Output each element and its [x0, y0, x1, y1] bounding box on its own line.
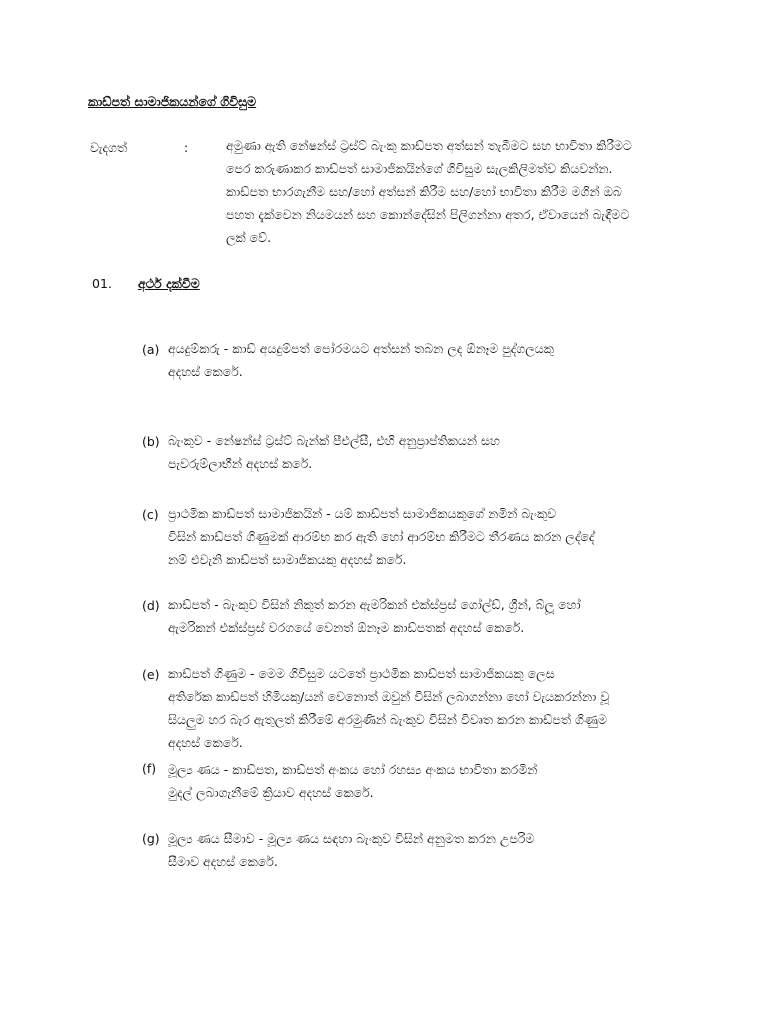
important-notice-text: අමුණා ඇති නේෂන්ස් ට්‍රස්ට් බැංකු කාඩ්පත අත්සන් තැබීමට සහ භාවිතා කිරීමට පෙර කරුණාකර කාඩ්පත් සාමාජිකයින්ගේ ගිවිසුම සැලකිලිමත්ව කියවන්න. කාඩ්පත භාරගැනීම සහ/හෝ අත්සන් කිරීම සහ/හෝ භාවිතා කිරීම මගින් ඔබ පහත දැක්වෙන නියමයන් සහ කොන්දේසින් පිලිගන්නා අතර, ඒවායෙන් බැඳීමට ලක් වේ. [226, 138, 632, 245]
definition-text-g: මූල්‍ය ණය සීමාව - මූල්‍ය ණය සඳහා බැංකුව විසින් අනුමත කරන උපරිම සීමාව අදහස් කෙරේ. [168, 831, 535, 869]
definition-text-a: අයදුම්කරු - කාඩ් අයදුම්පත් පෝරමයට අත්සන් තබන ලද ඕනෑම පුද්ගලයකු අදහස් කෙරේ. [168, 341, 554, 379]
important-colon: : [184, 140, 189, 155]
definition-letter-f: (f) [142, 761, 157, 776]
definition-letter-b: (b) [142, 434, 160, 449]
important-label: වැදගත් [90, 140, 128, 155]
definition-letter-a: (a) [142, 342, 160, 357]
definition-text-c: ප්‍රාථමික කාඩ්පත් සාමාජිකයින් - යම් කාඩ්පත් සාමාජිකයකුගේ නමින් බැංකුව විසින් කාඩ්පත් ගිණුමක් ආරම්භ කර ඇති හෝ ආරම්භ කිරීමට තීරණය කරන ලද්දේ නම් එවැනි කාඩ්පත් සාමාජිකයකු අදහස් කරේ. [168, 506, 595, 567]
definition-letter-g: (g) [142, 831, 160, 846]
definition-letter-c: (c) [142, 507, 159, 522]
definition-text-e: කාඩ්පත් ගිණුම - මෙම ගිවිසුම යටතේ ප්‍රාථමික කාඩ්පත් සාමාජිකයකු ලෙස අතිරේක කාඩ්පත් හිමියකු/යන් වෙනොත් ඔවුන් විසින් ලබාගන්නා හෝ වැයකරන්නා වූ සියලුම හර බැර ඇතුලත් කිරීමේ අරමුණින් බැංකුව විසින් විවෘත කරන කාඩ්පත් ගිණුම අදහස් කෙරේ. [168, 666, 610, 750]
definition-text-b: බැංකුව - නේෂන්ස් ට්‍රස්ට් බැන්ක් පීඑල්සී, එහි අනුප්‍රාප්තිකයන් සහ පැවරුම්ලාභීන් අදහස් කරේ. [168, 433, 500, 471]
section-number: 01. [92, 276, 112, 291]
definition-text-d: කාඩ්පත් - බැංකුව විසින් නිකුත් කරන ඇමරිකන් එක්ස්ප්‍රස් ගෝල්ඩ්, ග්‍රීන්, බ්ලූ හෝ ඇමරිකන් එක්ස්ප්‍රස් වරගයේ වෙනත් ඕනෑම කාඩ්පතක් අදහස් කෙරේ. [168, 597, 581, 635]
definition-letter-d: (d) [142, 598, 160, 613]
definition-letter-e: (e) [142, 667, 160, 682]
section-title: අර්ථ දක්වීම [138, 276, 200, 291]
definition-text-f: මූල්‍ය ණය - කාඩ්පත, කාඩ්පත් අංකය හෝ රහස්‍ය අංකය භාවිතා කරමින් මුදල් ලබාගැනීමේ ක්‍රියාව අදහස් කෙරේ. [168, 762, 538, 800]
document-title: කාඩ්පත් සාමාජිකයන්ගේ ගිවිසුම [88, 94, 257, 109]
